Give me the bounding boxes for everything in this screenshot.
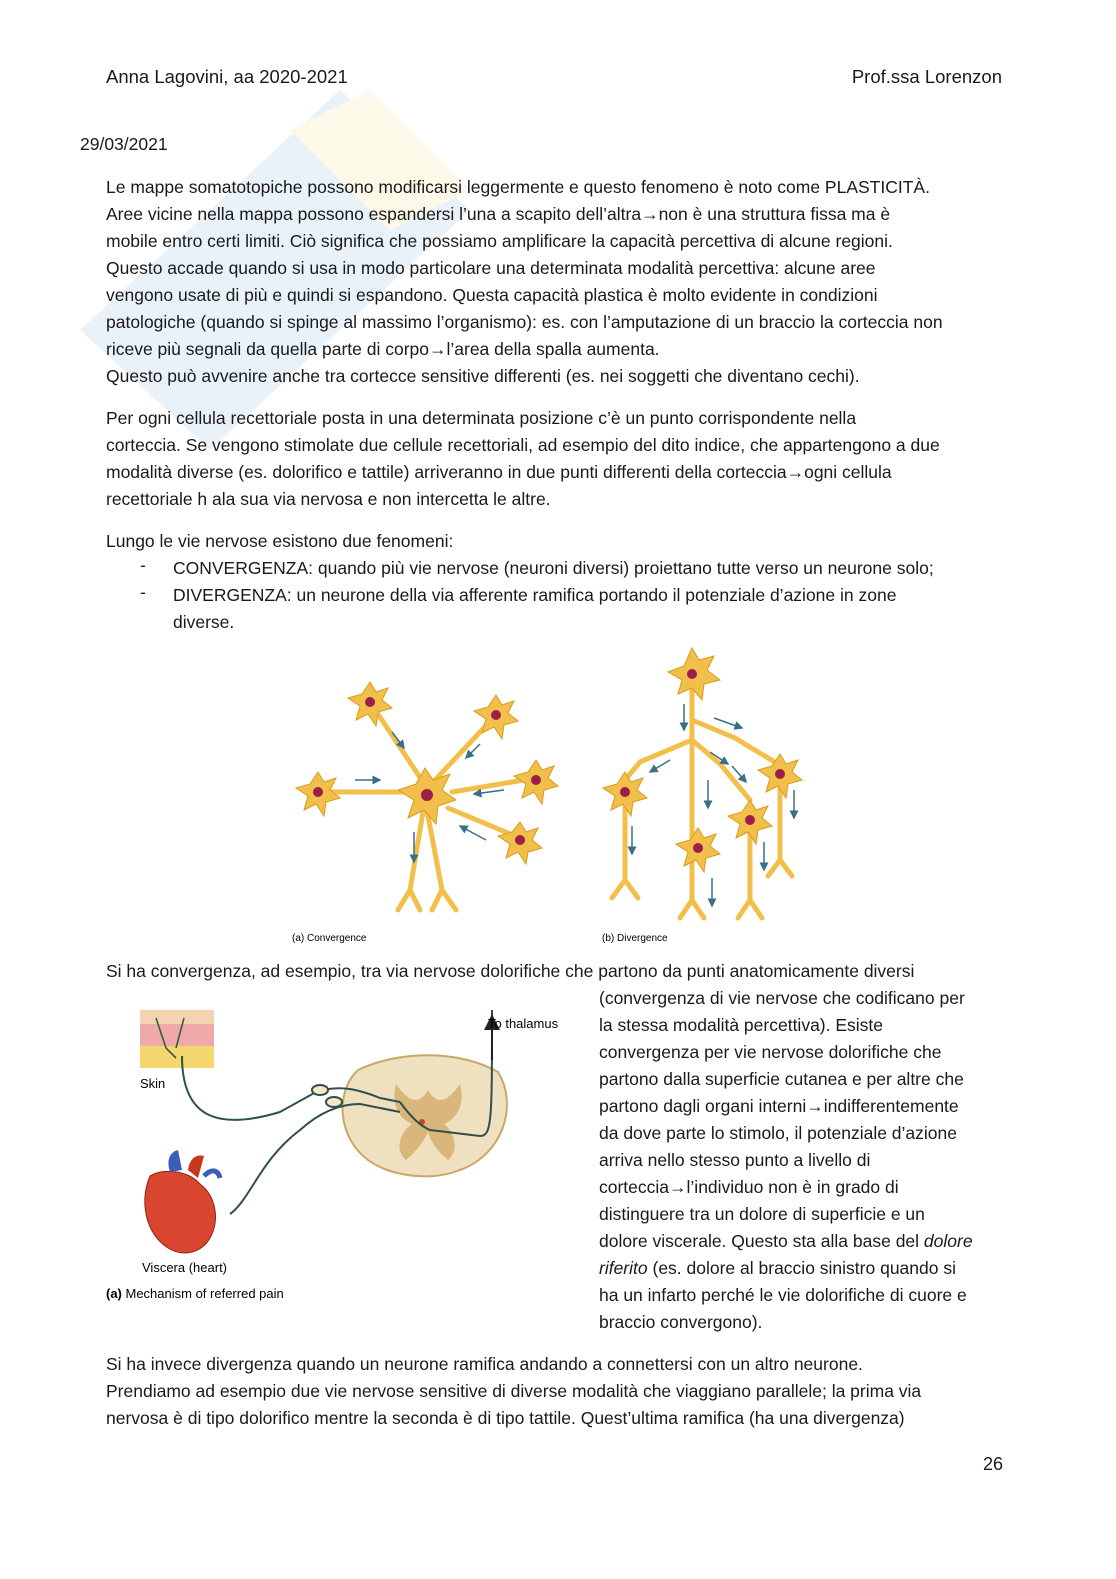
figure-referred-pain <box>100 1000 580 1310</box>
arrow-icon: → <box>669 1177 687 1197</box>
text-line: Si ha invece divergenza quando un neurone ramifica andando a connettersi con un altro neurone. <box>106 1354 863 1374</box>
arrow-icon: → <box>806 1096 824 1116</box>
arrow-icon: → <box>428 339 447 359</box>
text-line: Per ogni cellula recettoriale posta in una determinata posizione c’è un punto corrispondente nella <box>106 408 857 428</box>
text-line: nervosa è di tipo dolorifico mentre la seconda è di tipo tattile. Quest’ultima ramifica (ha una divergenza) <box>106 1408 905 1428</box>
figure-convergence-divergence <box>280 640 840 950</box>
text-line: corteccia→l’individuo non è in grado di <box>599 1177 899 1197</box>
paragraph-convergence-first-line: Si ha convergenza, ad esempio, tra via nervose dolorifiche che partono da punti anatomicamente diversi <box>106 961 915 981</box>
text-line: Le mappe somatotopiche possono modificarsi leggermente e questo fenomeno è noto come PLASTICITÀ. <box>106 177 930 197</box>
label-viscera: Viscera (heart) <box>142 1260 228 1275</box>
arrow-icon: → <box>786 462 805 482</box>
text-line: Prendiamo ad esempio due vie nervose sensitive di diverse modalità che viaggiano parallele; la prima via <box>106 1381 922 1401</box>
text-line: Questo può avvenire anche tra cortecce sensitive differenti (es. nei soggetti che diventano cechi). <box>106 366 860 386</box>
caption-convergence: (a) Convergence <box>292 933 367 944</box>
text-line: arriva nello stesso punto a livello di <box>599 1150 871 1170</box>
text-line: distinguere tra un dolore di superficie e un <box>599 1204 925 1224</box>
caption-divergence: (b) Divergence <box>602 933 668 944</box>
paragraph-divergence-example <box>106 1351 1008 1432</box>
text-line: modalità diverse (es. dolorifico e tattile) arriveranno in due punti differenti della corteccia→ogni cellula <box>106 462 892 482</box>
figure2-caption: (a) Mechanism of referred pain <box>106 1286 284 1301</box>
bullet-dash: - <box>140 555 146 575</box>
bullet-divergence: DIVERGENZA: un neurone della via afferente ramifica portando il potenziale d’azione in zone <box>173 585 897 605</box>
text-line: patologiche (quando si spinge al massimo l’organismo): es. con l’amputazione di un braccio la corteccia non <box>106 312 943 332</box>
text-line: mobile entro certi limiti. Ciò significa che possiamo amplificare la capacità percettiva di alcune regioni. <box>106 231 893 251</box>
text-line: dolore viscerale. Questo sta alla base del dolore <box>599 1231 973 1251</box>
paragraph-convergence-side <box>599 985 1019 1336</box>
text-line: partono dagli organi interni→indifferentemente <box>599 1096 959 1116</box>
text-line: ha un infarto perché le vie dolorifiche di cuore e <box>599 1285 967 1305</box>
text-line: riferito (es. dolore al braccio sinistro quando si <box>599 1258 956 1278</box>
text-line: la stessa modalità percettiva). Esiste <box>599 1015 884 1035</box>
text-line: corteccia. Se vengono stimolate due cellule recettoriali, ad esempio del dito indice, che appartengono a due <box>106 435 940 455</box>
text-line: recettoriale h ala sua via nervosa e non intercetta le altre. <box>106 489 551 509</box>
lesson-date: 29/03/2021 <box>80 134 168 154</box>
header-professor: Prof.ssa Lorenzon <box>851 66 1002 87</box>
text-line: vengono usate di più e quindi si espandono. Questa capacità plastica è molto evidente in condizioni <box>106 285 878 305</box>
text-line: convergenza per vie nervose dolorifiche che <box>599 1042 942 1062</box>
bullet-dash: - <box>140 582 146 602</box>
text-line: (convergenza di vie nervose che codificano per <box>599 988 965 1008</box>
page-number: 26 <box>983 1454 1004 1474</box>
header-author: Anna Lagovini, aa 2020-2021 <box>106 66 348 87</box>
label-to-thalamus: To thalamus <box>488 1016 559 1031</box>
italic-term: dolore <box>923 1231 973 1251</box>
spinal-cord <box>343 1055 507 1176</box>
italic-term: riferito <box>599 1258 648 1278</box>
convergence-neurons <box>296 682 558 864</box>
bullet-convergence: CONVERGENZA: quando più vie nervose (neuroni diversi) proiettano tutte verso un neurone solo; <box>173 558 934 578</box>
arrow-icon: → <box>641 204 659 224</box>
text-line: riceve più segnali da quella parte di corpo→l’area della spalla aumenta. <box>106 339 660 359</box>
text-line: da dove parte lo stimolo, il potenziale d’azione <box>599 1123 957 1143</box>
text-line: partono dalla superficie cutanea e per altre che <box>599 1069 964 1089</box>
bullet-divergence-cont: diverse. <box>173 612 235 632</box>
text-line: Aree vicine nella mappa possono espandersi l’una a scapito dell’altra→non è una struttura fissa ma è <box>106 204 891 224</box>
skin-block <box>140 1010 214 1068</box>
heart-icon <box>145 1150 220 1253</box>
text-line: braccio convergono). <box>599 1312 763 1332</box>
paragraph-plasticity <box>106 174 1008 390</box>
paragraph-receptor-cells <box>106 405 1008 513</box>
label-skin: Skin <box>140 1076 166 1091</box>
paragraph-phenomena-intro: Lungo le vie nervose esistono due fenomeni: <box>106 531 454 551</box>
text-line: Questo accade quando si usa in modo particolare una determinata modalità percettiva: alcune aree <box>106 258 876 278</box>
